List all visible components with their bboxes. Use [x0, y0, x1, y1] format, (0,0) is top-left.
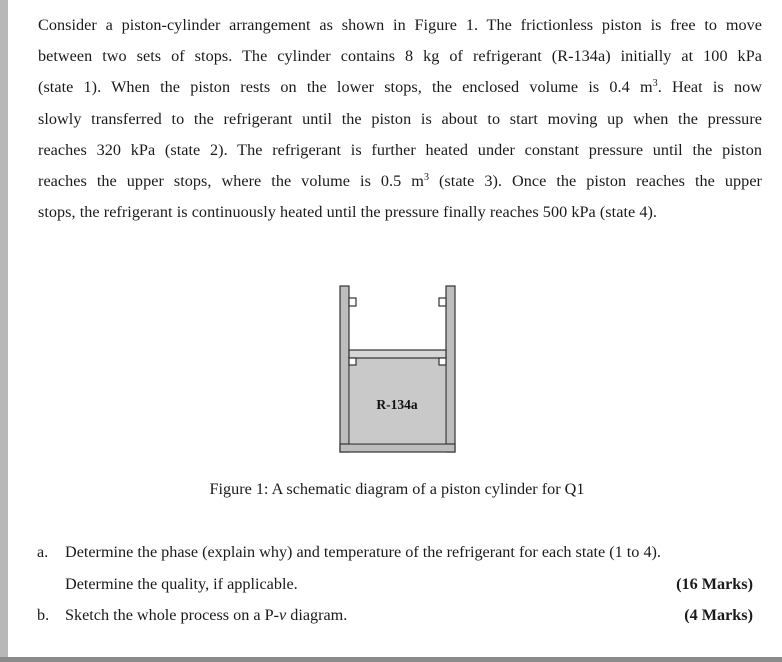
problem-line-7: stops, the refrigerant is continuously heated until the pressure finally reaches 500 kPa (state 4).: [38, 203, 657, 222]
lower-stop-right: [439, 358, 446, 365]
problem-line-4: slowly transferred to the refrigerant until the piston is about to start moving up when the pressure: [38, 109, 762, 128]
problem-line-5: reaches 320 kPa (state 2). The refrigerant is further heated under constant pressure until the piston: [38, 140, 762, 159]
problem-statement: [38, 10, 762, 228]
page-bottom-edge: [0, 657, 782, 662]
problem-line-3b: . Heat is now: [657, 78, 762, 97]
page-left-edge: [0, 0, 8, 662]
upper-stop-left: [349, 298, 356, 306]
question-a-line2: Determine the quality, if applicable.: [65, 575, 298, 593]
question-b-text-post: diagram.: [286, 606, 348, 624]
question-a-line1: Determine the phase (explain why) and temperature of the refrigerant for each state (1 to 4).: [65, 543, 661, 561]
problem-line-6b: (state 3). Once the piston reaches the upper: [429, 172, 763, 191]
question-a-marks: (16 Marks): [676, 575, 753, 593]
question-b-label: b.: [37, 606, 50, 624]
figure-caption-text: Figure 1: A schematic diagram of a piston cylinder for Q1: [209, 480, 585, 498]
question-a-label: a.: [37, 543, 49, 561]
piston-cylinder-diagram: [330, 284, 470, 464]
question-b-text-var: v: [279, 606, 287, 624]
superscript-cubed: 3: [652, 78, 658, 90]
figure-caption: [0, 480, 782, 499]
question-b-marks: (4 Marks): [684, 606, 753, 624]
superscript-cubed-2: 3: [423, 172, 429, 184]
question-b-text-pre: Sketch the whole process on a P-: [65, 606, 279, 624]
question-b-text: [65, 606, 347, 625]
problem-line-1: Consider a piston-cylinder arrangement as shown in Figure 1. The frictionless piston is free to move: [38, 16, 762, 34]
problem-line-6: [38, 166, 762, 197]
problem-line-3: [38, 72, 762, 103]
problem-line-2: between two sets of stops. The cylinder contains 8 kg of refrigerant (R-134a) initially at 100 kPa: [38, 47, 762, 66]
lower-stop-left: [349, 358, 356, 365]
cylinder-bottom: [340, 444, 455, 452]
problem-line-6a: reaches the upper stops, where the volume is 0.5 m: [38, 172, 424, 191]
problem-line-3a: (state 1). When the piston rests on the lower stops, the enclosed volume is 0.4 m: [38, 78, 653, 97]
upper-stop-right: [439, 298, 446, 306]
cylinder-wall-left: [340, 286, 349, 452]
fluid-label: R-134a: [376, 397, 418, 412]
piston: [349, 350, 446, 358]
cylinder-wall-right: [446, 286, 455, 452]
